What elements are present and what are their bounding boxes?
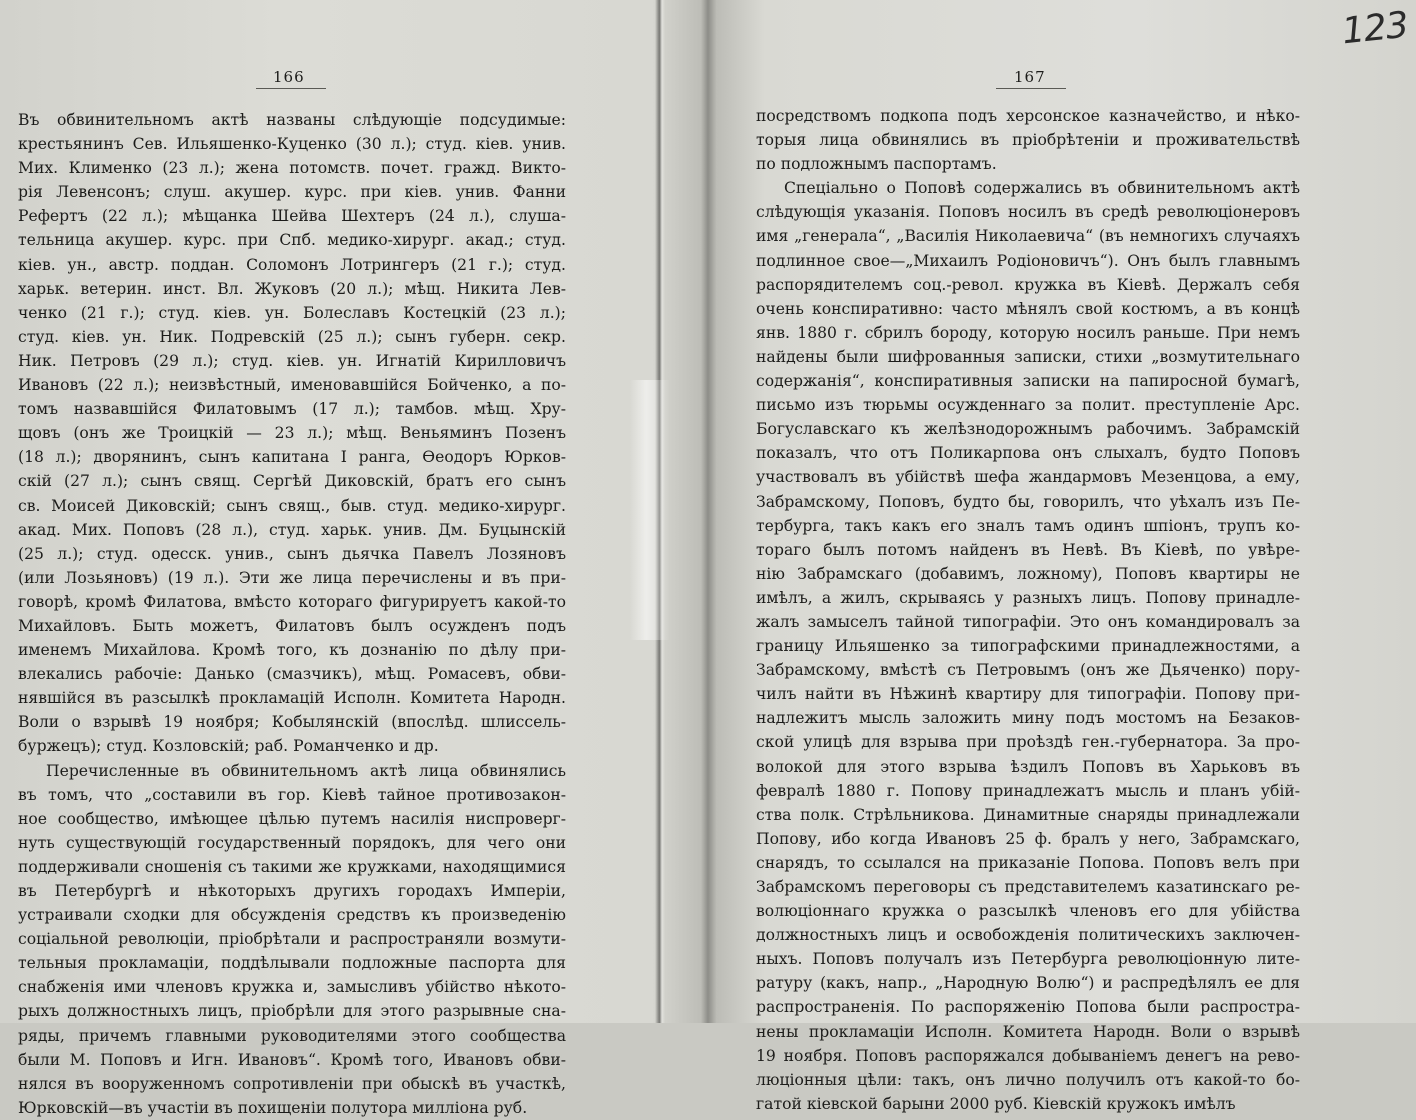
text-line: Попову, ибо когда Ивановъ 25 ф. бралъ у него, Забрамскаго,	[756, 829, 1300, 848]
text-line: границу Ильяшенко за типографскими принадлежностями, а	[756, 637, 1300, 656]
text-line: въ Петербургѣ и нѣкоторыхъ другихъ городахъ Имперіи,	[18, 882, 566, 900]
left-page-text	[18, 108, 566, 1120]
text-line: должностныхъ лицъ и освобожденія политическихъ заключен-	[756, 926, 1300, 945]
left-page	[18, 0, 566, 1117]
text-line: щовъ (онъ же Троицкій — 23 л.); мѣщ. Веньяминъ Позенъ	[18, 424, 566, 443]
text-line: письмо изъ тюрьмы осужденнаго за полит. преступленіе Арс.	[756, 396, 1300, 415]
text-line: тораго былъ потомъ найденъ въ Невѣ. Въ Кіевѣ, по увѣре-	[756, 540, 1300, 559]
text-line: Въ обвинительномъ актѣ названы слѣдующіе подсудимые:	[18, 111, 566, 129]
text-line: крестьянинъ Сев. Ильяшенко-Куценко (30 л.); студ. кіев. унив.	[18, 135, 566, 154]
text-line: очень конспиративно: часто мѣнялъ свой костюмъ, а въ концѣ	[756, 299, 1300, 318]
text-line: Забрамскомъ переговоры съ представителемъ казатинскаго ре-	[756, 878, 1300, 896]
text-line: ратуру (какъ, напр., „Народную Волю“) и распредѣлялъ ее для	[756, 974, 1300, 993]
text-line: томъ назвавшійся Филатовымъ (17 л.); тамбов. мѣщ. Хру-	[18, 400, 566, 419]
text-line: распорядителемъ соц.-револ. кружка въ Кіевѣ. Держалъ себя	[756, 275, 1300, 294]
text-line: Ник. Петровъ (29 л.); студ. кіев. ун. Игнатій Кирилловичъ	[18, 351, 566, 370]
text-line: чилъ найти въ Нѣжинѣ квартиру для типографіи. Попову при-	[756, 685, 1300, 704]
text-line: жалъ замыселъ тайной типографіи. Это онъ командировалъ за	[756, 612, 1300, 631]
text-line: волокой для этого взрыва ѣздилъ Поповъ въ Харьковъ въ	[756, 757, 1300, 776]
text-line: нялся въ вооруженномъ сопротивленіи при обыскѣ въ участкѣ,	[18, 1074, 566, 1093]
text-line: влекались рабочіе: Данько (смазчикъ), мѣщ. Ромасевъ, обви-	[18, 665, 566, 684]
text-line: янв. 1880 г. сбрилъ бороду, которую носилъ раньше. При немъ	[756, 323, 1300, 342]
text-line: участвовалъ въ убійствѣ шефа жандармовъ Мезенцова, а ему,	[756, 468, 1300, 487]
text-line: гатой кіевской барыни 2000 руб. Кіевскій кружокъ имѣлъ	[756, 1094, 1236, 1113]
text-line: нію Забрамскаго (добавимъ, ложному), Поповъ квартиры не	[756, 564, 1300, 583]
text-line: ской улицѣ для взрыва при проѣздѣ ген.-губернатора. За про-	[756, 733, 1300, 752]
text-line: поддерживали сношенія съ такими же кружками, находящимися	[18, 857, 566, 876]
text-line: соціальной революціи, пріобрѣтали и распространяли возмути-	[18, 930, 566, 949]
text-line: имя „генерала“, „Василія Николаевича“ (въ немногихъ случаяхъ	[756, 227, 1300, 246]
text-line: устраивали сходки для обсужденія средствъ къ произведенію	[18, 906, 566, 925]
text-line: св. Моисей Диковскій; сынъ свящ., быв. студ. медико-хирург.	[18, 496, 566, 515]
text-line: нявшійся въ разсылкѣ прокламацій Исполн. Комитета Народн.	[18, 689, 566, 708]
text-line: по подложнымъ паспортамъ.	[756, 155, 997, 174]
page-crease	[630, 380, 670, 640]
text-line: акад. Мих. Поповъ (28 л.), студ. харьк. унив. Дм. Буцынскій	[18, 520, 566, 539]
text-line: кіев. ун., австр. поддан. Соломонъ Лотрингеръ (21 г.); студ.	[18, 255, 566, 274]
text-line: торыя лица обвинялись въ пріобрѣтеніи и проживательствѣ	[756, 131, 1300, 150]
text-line: ченко (21 г.); студ. кіев. ун. Болеславъ Костецкій (23 л.);	[18, 303, 566, 322]
text-line: ное сообщество, имѣющее цѣлью путемъ насилія ниспроверг-	[18, 809, 566, 828]
text-line: рія Левенсонъ; слуш. акушер. курс. при кіев. унив. Фанни	[18, 183, 566, 202]
text-line: Спеціально о Поповѣ содержались въ обвинительномъ актѣ	[784, 179, 1300, 198]
text-line: ныхъ. Поповъ получалъ изъ Петербурга революціонную лите-	[756, 950, 1300, 969]
text-line: въ томъ, что „составили въ гор. Кіевѣ тайное противозакон-	[18, 785, 566, 804]
text-line: волюціоннаго кружка о разсылкѣ членовъ его для убійства	[756, 902, 1300, 921]
text-line: имѣлъ, а жилъ, скрываясь у разныхъ лицъ. Попову принадле-	[756, 588, 1300, 607]
left-page-number: 166	[273, 68, 305, 86]
text-line: (25 л.); студ. одесск. унив., сынъ дьячка Павелъ Лозяновъ	[18, 544, 566, 563]
text-line: ряды, причемъ главными руководителями этого сообщества	[18, 1026, 566, 1045]
text-line: посредствомъ подкопа подъ херсонское казначейство, и нѣко-	[756, 107, 1300, 125]
text-line: надлежитъ мысль заложить мину подъ мостомъ на Безаков-	[756, 709, 1300, 728]
right-page	[756, 0, 1300, 1113]
text-line: харьк. ветерин. инст. Вл. Жуковъ (20 л.); мѣщ. Никита Лев-	[18, 279, 566, 298]
right-page-text	[756, 104, 1300, 1116]
text-line: 19 ноября. Поповъ распоряжался добываніемъ денегъ на рево-	[756, 1046, 1300, 1065]
text-line: ства полк. Стрѣльникова. Динамитные снаряды принадлежали	[756, 805, 1300, 824]
text-line: Юрковскій—въ участіи въ похищеніи полутора милліона руб.	[18, 1098, 528, 1117]
text-line: были М. Поповъ и Игн. Ивановъ“. Кромѣ того, Ивановъ обви-	[18, 1050, 566, 1069]
text-line: тербурга, такъ какъ его зналъ тамъ одинъ шпіонъ, трупъ ко-	[756, 516, 1300, 535]
text-line: содержанія“, конспиративныя записки на папиросной бумагѣ,	[756, 372, 1300, 391]
text-line: снарядъ, то ссылался на приказаніе Попова. Поповъ велъ при	[756, 853, 1300, 872]
text-line: снабженія ими членовъ кружка и, замысливъ убійство нѣкото-	[18, 978, 566, 997]
archive-folio-mark: 123	[1340, 4, 1410, 53]
right-page-header-rule	[996, 88, 1066, 89]
text-line: буржецъ); студ. Козловскій; раб. Романченко и др.	[18, 737, 439, 756]
text-line: распространенія. По распоряженію Попова были распростра-	[756, 998, 1300, 1017]
right-page-number: 167	[1014, 68, 1046, 86]
text-line: нены прокламаціи Исполн. Комитета Народн. Воли о взрывѣ	[756, 1022, 1300, 1041]
text-line: тельныя прокламаціи, поддѣлывали подложные паспорта для	[18, 954, 566, 973]
text-line: (18 л.); дворянинъ, сынъ капитана I ранга, Ѳеодоръ Юрков-	[18, 448, 566, 467]
text-line: нуть существующій государственный порядокъ, для чего они	[18, 833, 566, 852]
text-line: Мих. Клименко (23 л.); жена потомств. почет. гражд. Викто-	[18, 159, 566, 178]
text-line: люціонныя цѣли: такъ, онъ лично получилъ отъ какой-то бо-	[756, 1070, 1300, 1089]
text-line: Ивановъ (22 л.); неизвѣстный, именовавшійся Бойченко, а по-	[18, 376, 566, 395]
text-line: тельница акушер. курс. при Спб. медико-хирург. акад.; студ.	[18, 231, 566, 250]
text-line: слѣдующія указанія. Поповъ носилъ въ средѣ революціонеровъ	[756, 203, 1300, 222]
text-line: именемъ Михайлова. Кромѣ того, къ дознанію по дѣлу при-	[18, 641, 566, 660]
text-line: Забрамскому, Поповъ, будто бы, говорилъ, что уѣхалъ изъ Пе-	[756, 492, 1300, 511]
text-line: подлинное свое—„Михаилъ Родіоновичъ“). Онъ былъ главнымъ	[756, 251, 1300, 270]
text-line: Перечисленные въ обвинительномъ актѣ лица обвинялись	[46, 761, 566, 780]
text-line: февралѣ 1880 г. Попову принадлежатъ мысль и планъ убій-	[756, 781, 1300, 800]
text-line: (или Лозьяновъ) (19 л.). Эти же лица перечислены и въ при-	[18, 568, 566, 587]
left-page-header-rule	[256, 88, 326, 89]
text-line: Михайловъ. Быть можетъ, Филатовъ былъ осужденъ подъ	[18, 616, 566, 635]
text-line: Воли о взрывѣ 19 ноября; Кобылянскій (впослѣд. шлиссель-	[18, 713, 566, 732]
text-line: рыхъ должностныхъ лицъ, пріобрѣли для этого разрывные сна-	[18, 1002, 566, 1021]
text-line: скій (27 л.); сынъ свящ. Сергѣй Диковскій, братъ его сынъ	[18, 472, 566, 491]
text-line: говорѣ, кромѣ Филатова, вмѣсто котораго фигурируетъ какой-то	[18, 592, 566, 611]
text-line: студ. кіев. ун. Ник. Подревскій (25 л.); сынъ губерн. секр.	[18, 327, 566, 346]
text-line: Рефертъ (22 л.); мѣщанка Шейва Шехтеръ (24 л.), слуша-	[18, 207, 566, 226]
text-line: показалъ, что отъ Поликарпова онъ слыхалъ, будто Поповъ	[756, 444, 1300, 463]
text-line: найдены были шифрованныя записки, стихи „возмутительнаго	[756, 347, 1300, 366]
text-line: Забрамскому, вмѣстѣ съ Петровымъ (онъ же Дьяченко) пору-	[756, 661, 1300, 680]
text-line: Богуславскаго къ желѣзнодорожнымъ рабочимъ. Забрамскій	[756, 420, 1300, 439]
